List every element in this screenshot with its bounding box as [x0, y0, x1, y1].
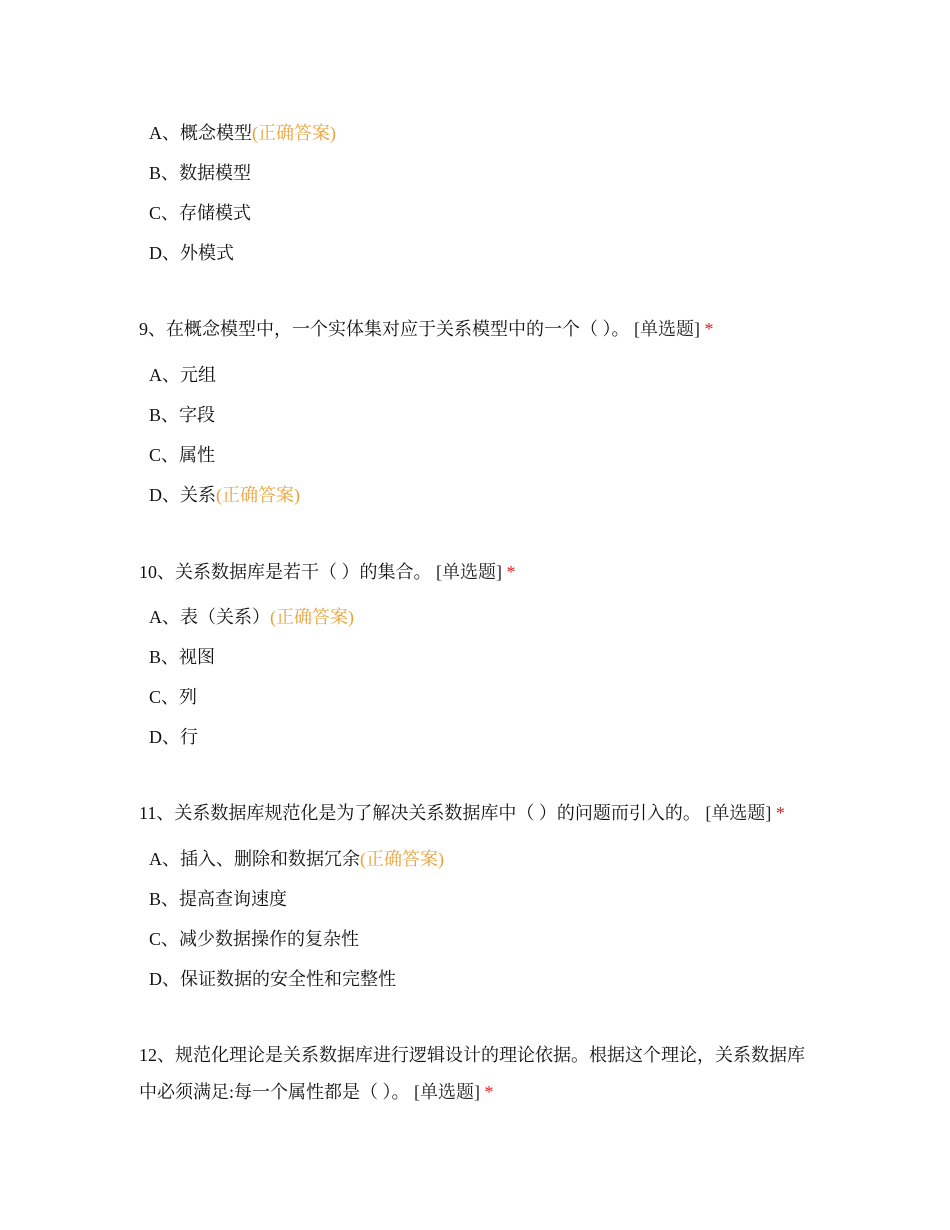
option-text: C、属性 [149, 445, 216, 465]
option-text: D、行 [149, 727, 198, 747]
q8-option-b [149, 161, 251, 185]
option-text: B、数据模型 [149, 163, 252, 183]
q8-option-d [149, 241, 234, 265]
q9-title [139, 317, 714, 341]
q12-title [139, 1037, 819, 1111]
q9-option-d [149, 483, 300, 507]
q11-option-b [149, 887, 287, 911]
q10-option-b [149, 645, 215, 669]
q11-title [139, 801, 785, 825]
q11-option-c [149, 927, 359, 951]
required-mark: * [775, 803, 785, 823]
question-type-tag: [单选题] [705, 803, 772, 823]
q10-option-c [149, 685, 197, 709]
q9-option-b [149, 403, 215, 427]
option-text: C、存储模式 [149, 203, 252, 223]
option-text: A、插入、删除和数据冗余 [149, 849, 360, 869]
required-mark: * [506, 562, 516, 582]
option-text: D、外模式 [149, 243, 234, 263]
option-text: A、概念模型 [149, 123, 252, 143]
q10-option-a [149, 605, 354, 629]
correct-answer-mark: (正确答案) [216, 485, 300, 505]
q9-option-a [149, 363, 216, 387]
option-text: D、保证数据的安全性和完整性 [149, 969, 396, 989]
q11-option-d [149, 967, 396, 991]
q8-option-c [149, 201, 251, 225]
option-text: B、视图 [149, 647, 216, 667]
q9-option-c [149, 443, 215, 467]
correct-answer-mark: (正确答案) [360, 849, 444, 869]
q8-option-a [149, 121, 336, 145]
correct-answer-mark: (正确答案) [252, 123, 336, 143]
option-text: C、减少数据操作的复杂性 [149, 929, 360, 949]
question-text: 11、关系数据库规范化是为了解决关系数据库中（ ）的问题而引入的。 [139, 803, 701, 823]
question-text: 10、关系数据库是若干（ ）的集合。 [139, 562, 432, 582]
question-text: 9、在概念模型中，一个实体集对应于关系模型中的一个（ ）。 [139, 319, 630, 339]
option-text: C、列 [149, 687, 198, 707]
question-type-tag: [单选题] [634, 319, 700, 339]
option-text: B、字段 [149, 405, 216, 425]
option-text: A、表（关系） [149, 607, 270, 627]
question-type-tag: [单选题] [414, 1082, 480, 1102]
q10-title [139, 560, 516, 584]
required-mark: * [704, 319, 714, 339]
question-text: 12、规范化理论是关系数据库进行逻辑设计的理论依据。根据这个理论，关系数据库中必须满足:每一个属性都是（ ）。 [139, 1045, 805, 1102]
option-text: B、提高查询速度 [149, 889, 288, 909]
required-mark: * [484, 1082, 494, 1102]
q11-option-a [149, 847, 444, 871]
option-text: A、元组 [149, 365, 216, 385]
q10-option-d [149, 725, 198, 749]
option-text: D、关系 [149, 485, 216, 505]
question-type-tag: [单选题] [436, 562, 502, 582]
correct-answer-mark: (正确答案) [270, 607, 354, 627]
